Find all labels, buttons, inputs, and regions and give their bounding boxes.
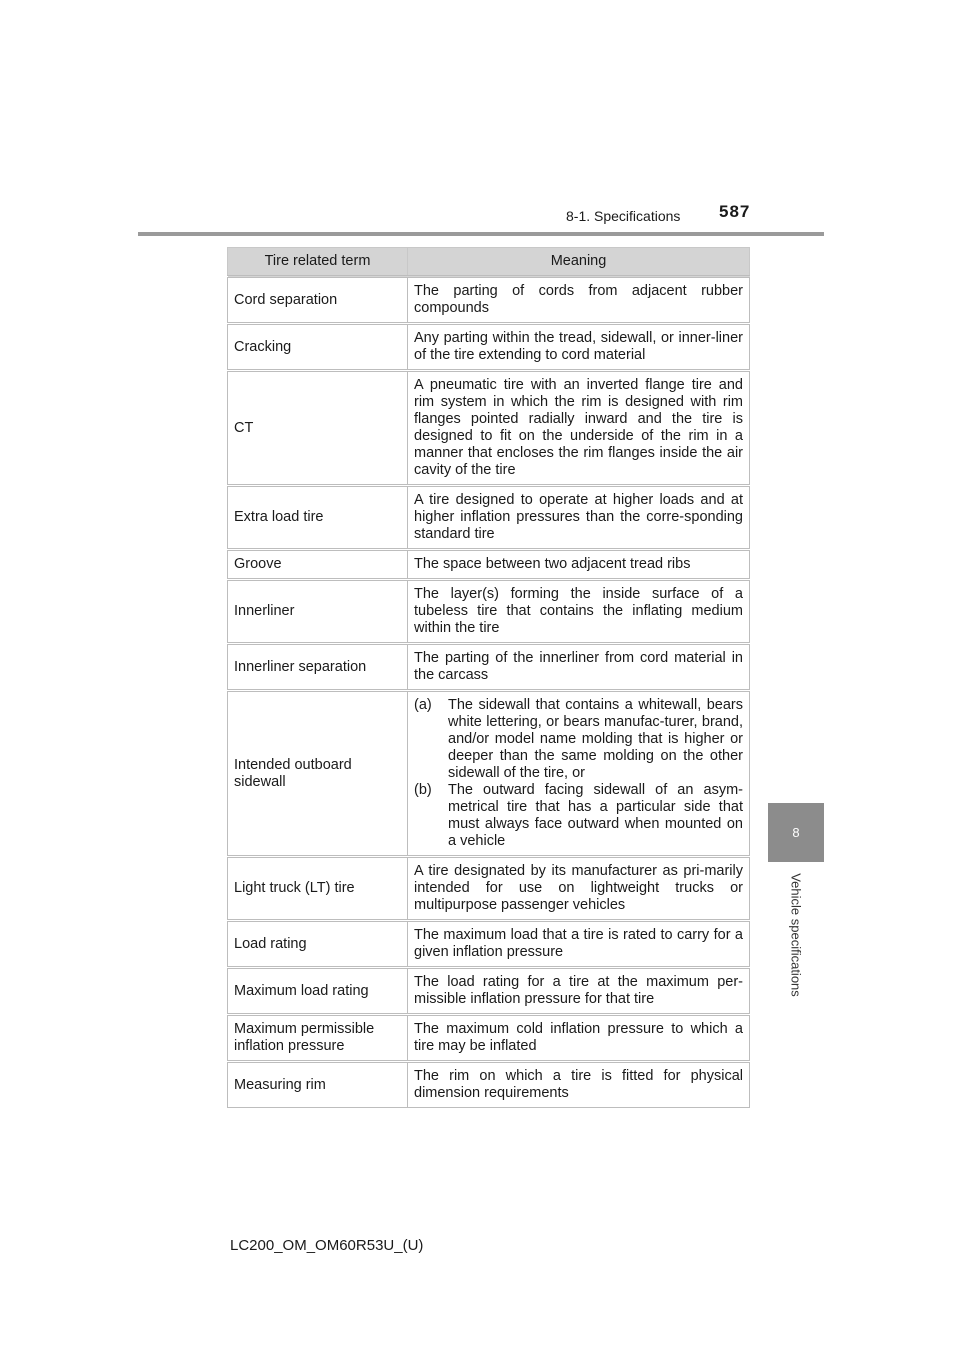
table-row bbox=[228, 644, 750, 691]
document-code: LC200_OM_OM60R53U_(U) bbox=[230, 1237, 424, 1254]
meaning-subitem bbox=[414, 697, 743, 782]
table-row bbox=[228, 324, 750, 371]
meaning-cell: A tire designed to operate at higher loads and at higher inflation pressures than the corre-sponding standard tire bbox=[408, 486, 750, 550]
page-number: 587 bbox=[719, 202, 751, 221]
meaning-cell: The maximum load that a tire is rated to carry for a given inflation pressure bbox=[408, 921, 750, 968]
meaning-cell: The parting of the innerliner from cord material in the carcass bbox=[408, 644, 750, 691]
table-row bbox=[228, 1015, 750, 1062]
table-row bbox=[228, 580, 750, 644]
column-header-meaning: Meaning bbox=[408, 248, 750, 277]
chapter-label: Vehicle specifications bbox=[788, 873, 804, 997]
table-row bbox=[228, 1062, 750, 1108]
table-row bbox=[228, 371, 750, 486]
term-cell: Innerliner separation bbox=[228, 644, 408, 691]
term-cell: Intended outboard sidewall bbox=[228, 691, 408, 857]
table-header-row bbox=[228, 248, 750, 277]
chapter-tab[interactable] bbox=[768, 803, 824, 862]
column-header-term: Tire related term bbox=[228, 248, 408, 277]
subitem-text: The outward facing sidewall of an asym-metrical tire that has a particular side that must always face outward when mounted on a vehicle bbox=[448, 782, 743, 849]
term-cell: CT bbox=[228, 371, 408, 486]
table-row bbox=[228, 968, 750, 1015]
table-row bbox=[228, 857, 750, 921]
term-cell: Cracking bbox=[228, 324, 408, 371]
meaning-cell: The maximum cold inflation pressure to which a tire may be inflated bbox=[408, 1015, 750, 1062]
subitem-marker: (a) bbox=[414, 697, 432, 713]
meaning-cell: The layer(s) forming the inside surface of a tubeless tire that contains the inflating medium within the tire bbox=[408, 580, 750, 644]
term-cell: Measuring rim bbox=[228, 1062, 408, 1108]
term-cell: Maximum load rating bbox=[228, 968, 408, 1015]
term-cell: Extra load tire bbox=[228, 486, 408, 550]
section-title: 8-1. Specifications bbox=[566, 208, 681, 224]
meaning-cell: The load rating for a tire at the maximum per-missible inflation pressure for that tire bbox=[408, 968, 750, 1015]
table-row bbox=[228, 921, 750, 968]
term-cell: Load rating bbox=[228, 921, 408, 968]
term-cell: Groove bbox=[228, 550, 408, 580]
term-cell: Innerliner bbox=[228, 580, 408, 644]
header-divider bbox=[138, 232, 824, 236]
chapter-number: 8 bbox=[792, 825, 800, 840]
term-cell: Cord separation bbox=[228, 277, 408, 324]
table-row bbox=[228, 550, 750, 580]
meaning-cell: A tire designated by its manufacturer as pri-marily intended for use on lightweight trucks or multipurpose passenger vehicles bbox=[408, 857, 750, 921]
term-cell: Light truck (LT) tire bbox=[228, 857, 408, 921]
meaning-sublist bbox=[414, 697, 743, 850]
term-cell: Maximum permissible inflation pressure bbox=[228, 1015, 408, 1062]
table-row bbox=[228, 486, 750, 550]
meaning-cell: A pneumatic tire with an inverted flange tire and rim system in which the rim is designed with rim flanges pointed radially inward and the tire is designed to fit on the underside of the rim in a manner that encloses the rim flanges inside the air cavity of the tire bbox=[408, 371, 750, 486]
table-row bbox=[228, 691, 750, 857]
meaning-cell bbox=[408, 691, 750, 857]
tire-terms-table bbox=[227, 247, 750, 1108]
subitem-marker: (b) bbox=[414, 782, 432, 798]
subitem-text: The sidewall that contains a whitewall, bears white lettering, or bears manufac-turer, brand, and/or model name molding that is higher or deeper than the same molding on the other sidewall of the tire, or bbox=[448, 697, 743, 781]
meaning-cell: The rim on which a tire is fitted for physical dimension requirements bbox=[408, 1062, 750, 1108]
meaning-subitem bbox=[414, 782, 743, 850]
meaning-cell: Any parting within the tread, sidewall, or inner-liner of the tire extending to cord material bbox=[408, 324, 750, 371]
meaning-cell: The space between two adjacent tread ribs bbox=[408, 550, 750, 580]
meaning-cell: The parting of cords from adjacent rubber compounds bbox=[408, 277, 750, 324]
table-row bbox=[228, 277, 750, 324]
